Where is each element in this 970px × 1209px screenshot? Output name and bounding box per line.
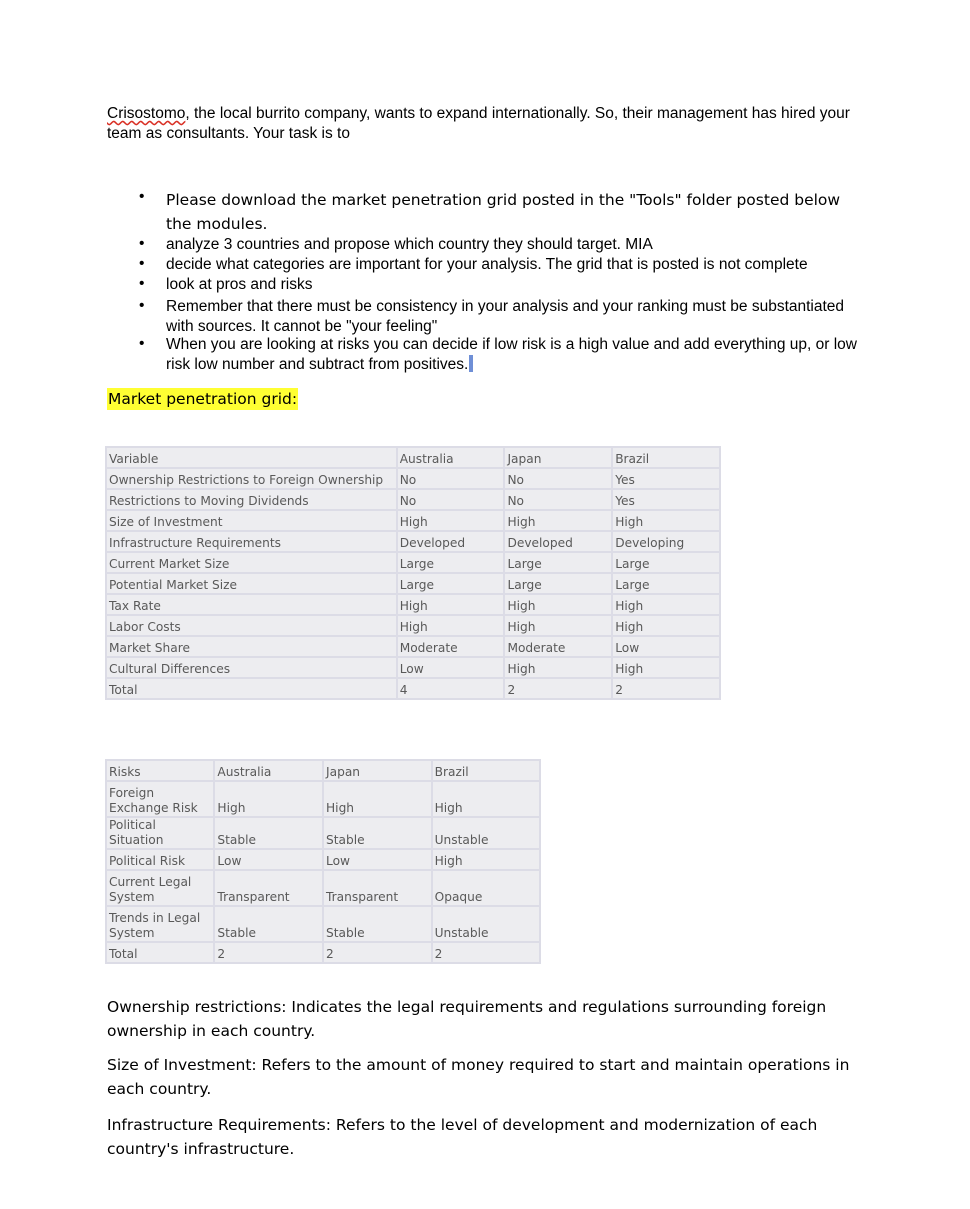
table-cell: Low [397,657,505,678]
table-cell: High [612,510,720,531]
table-cell: Unstable [432,906,540,942]
bullet-icon: • [139,297,145,314]
table-cell: Large [612,573,720,594]
list-item-text: Remember that there must be consistency in your analysis and your ranking must be substantiated with sources. It cannot be "your feeling" [166,298,845,335]
list-item [139,235,866,255]
table-cell: Political Situation [106,817,214,849]
table-cell: Stable [323,906,432,942]
table-row [106,817,540,849]
intro-text: , the local burrito company, wants to expand internationally. So, their management has hired your team as consultants. Your task is to [107,105,850,142]
table-cell: High [214,781,323,817]
list-item-text [166,335,866,374]
table-row [106,510,720,531]
bullet-icon: • [139,188,145,205]
table-row [106,781,540,817]
intro-paragraph [107,104,867,143]
header-cell: Risks [106,760,214,781]
table-cell: High [612,615,720,636]
definition-paragraph: Size of Investment: Refers to the amount of money required to start and maintain operations in each country. [107,1056,850,1098]
header-cell: Brazil [612,447,720,468]
table-cell: Tax Rate [106,594,397,615]
table-cell: 2 [432,942,540,963]
table-cell: Yes [612,468,720,489]
text-cursor [469,355,473,372]
table-cell: Trends in Legal System [106,906,214,942]
table-row [106,906,540,942]
table-cell: 2 [214,942,323,963]
table-cell: Transparent [323,870,432,906]
table-total-row [106,942,540,963]
table-cell: Large [397,573,505,594]
risks-grid [105,759,541,964]
table-cell: Yes [612,489,720,510]
table-cell: Size of Investment [106,510,397,531]
table-cell: Foreign Exchange Risk [106,781,214,817]
grid-heading: Market penetration grid: [108,390,298,408]
table-row [106,531,720,552]
table-cell: High [504,657,612,678]
table-cell: Low [323,849,432,870]
header-cell: Australia [214,760,323,781]
table-cell: High [504,594,612,615]
table-cell: Low [612,636,720,657]
bullet-icon: • [139,275,145,292]
table-row [106,489,720,510]
table-cell: High [397,510,505,531]
table-header-row [106,447,720,468]
header-cell: Japan [504,447,612,468]
table-row [106,615,720,636]
table-header-row [106,760,540,781]
table-cell: Total [106,678,397,699]
table-cell: Market Share [106,636,397,657]
table-cell: High [504,510,612,531]
bullet-icon: • [139,255,145,272]
table-cell: 2 [323,942,432,963]
header-cell: Japan [323,760,432,781]
table-cell: Ownership Restrictions to Foreign Ownership [106,468,397,489]
table-cell: High [612,657,720,678]
table-row [106,657,720,678]
misspelled-word[interactable]: Crisostomo [107,105,186,122]
bullet-icon: • [139,235,145,252]
table-cell: Infrastructure Requirements [106,531,397,552]
bullet-icon: • [139,335,145,352]
table-cell: No [397,468,505,489]
table-cell: No [504,489,612,510]
list-item-text: decide what categories are important for your analysis. The grid that is posted is not complete [166,256,808,273]
table-cell: High [612,594,720,615]
table-cell: No [504,468,612,489]
list-item [139,255,866,275]
table-cell: 2 [612,678,720,699]
table-cell: Stable [323,817,432,849]
table-cell: 4 [397,678,505,699]
definition-paragraph: Ownership restrictions: Indicates the legal requirements and regulations surrounding foreign ownership in each country. [107,998,827,1040]
table-cell: Transparent [214,870,323,906]
table-cell: Moderate [397,636,505,657]
table-cell: Large [397,552,505,573]
table-cell: Labor Costs [106,615,397,636]
table-cell: Developing [612,531,720,552]
definition-paragraph: Infrastructure Requirements: Refers to the level of development and modernization of each country's infrastructure. [107,1116,818,1158]
table-cell: High [432,781,540,817]
table-cell: Developed [397,531,505,552]
table-cell: High [504,615,612,636]
list-item-text-content: When you are looking at risks you can decide if low risk is a high value and add everything up, or low risk low number and subtract from positives. [166,336,857,373]
table-cell: Political Risk [106,849,214,870]
table-cell: Cultural Differences [106,657,397,678]
list-item [139,297,866,336]
table-total-row [106,678,720,699]
header-cell: Australia [397,447,505,468]
table-row [106,849,540,870]
list-item-text: Please download the market penetration grid posted in the "Tools" folder posted below the modules. [166,191,841,233]
table-cell: 2 [504,678,612,699]
table-cell: Moderate [504,636,612,657]
list-item [139,335,866,374]
table-cell: Large [504,573,612,594]
table-cell: Total [106,942,214,963]
table-cell: Restrictions to Moving Dividends [106,489,397,510]
table-row [106,870,540,906]
header-cell: Brazil [432,760,540,781]
table-cell: Current Legal System [106,870,214,906]
table-row [106,636,720,657]
table-cell: No [397,489,505,510]
table-cell: Large [504,552,612,573]
table-cell: Stable [214,817,323,849]
market-penetration-grid [105,446,721,700]
list-item-text: look at pros and risks [166,276,313,293]
header-cell: Variable [106,447,397,468]
table-row [106,552,720,573]
list-item [139,275,866,295]
list-item-text: analyze 3 countries and propose which country they should target. MIA [166,236,653,253]
table-cell: Developed [504,531,612,552]
table-cell: Low [214,849,323,870]
table-cell: Opaque [432,870,540,906]
list-item [139,188,866,236]
table-row [106,573,720,594]
table-cell: Current Market Size [106,552,397,573]
table-cell: High [432,849,540,870]
table-cell: Potential Market Size [106,573,397,594]
table-cell: High [323,781,432,817]
table-cell: Unstable [432,817,540,849]
table-cell: High [397,594,505,615]
table-cell: High [397,615,505,636]
table-cell: Stable [214,906,323,942]
table-row [106,594,720,615]
table-row [106,468,720,489]
table-cell: Large [612,552,720,573]
